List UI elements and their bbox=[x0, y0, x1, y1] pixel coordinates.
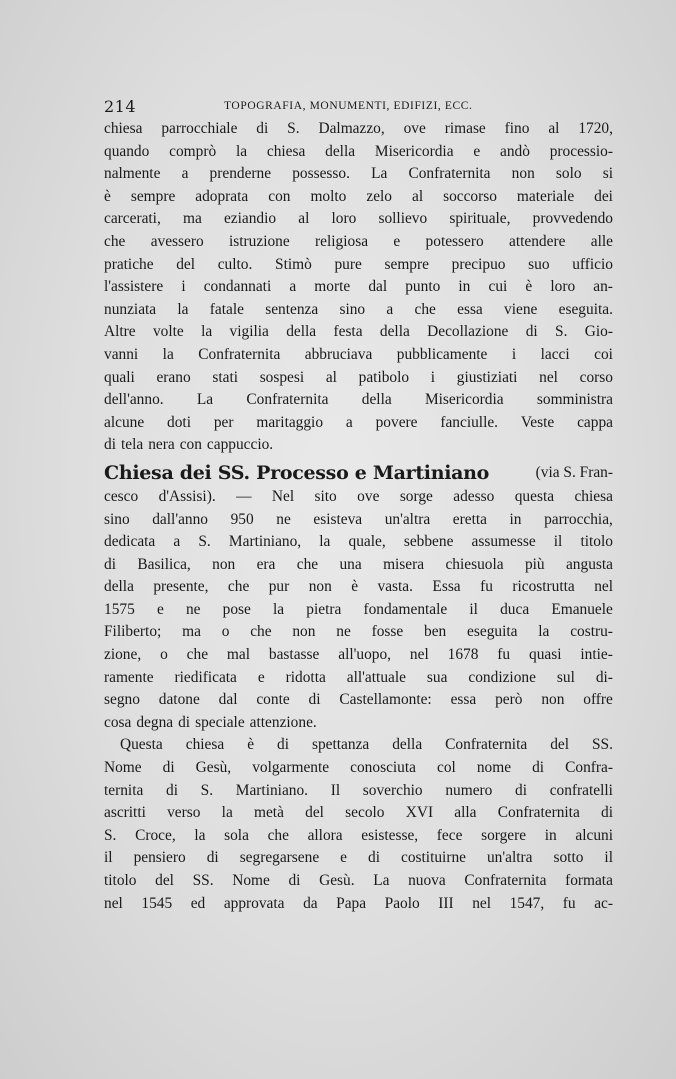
page-number: 214 bbox=[104, 97, 137, 116]
text-line: S. Croce, la sola che allora esistesse, fece sorgere in alcuni bbox=[104, 826, 613, 844]
text-line: vanni la Confraternita abbruciava pubblicamente i lacci coi bbox=[104, 345, 613, 363]
text-line: Questa chiesa è di spettanza della Confraternita del SS. bbox=[120, 736, 613, 754]
text-line: ramente riedificata e ridotta all'attuale sua condizione sul di- bbox=[104, 668, 613, 686]
text-line: Altre volte la vigilia della festa della Decollazione di S. Gio- bbox=[104, 323, 613, 341]
text-line: segno datone dal conte di Castellamonte: essa però non offre bbox=[104, 691, 613, 709]
section-title-rest: (via S. Fran- bbox=[535, 463, 613, 481]
paragraph-confraternita-misericordia bbox=[104, 118, 613, 457]
text-line: Nome di Gesù, volgarmente conosciuta col nome di Confra- bbox=[104, 759, 613, 777]
text-line: alcune doti per maritaggio a povere fanciulle. Veste cappa bbox=[104, 413, 613, 431]
section-heading-line bbox=[104, 460, 613, 486]
text-line: 1575 e ne pose la pietra fondamentale il duca Emanuele bbox=[104, 600, 613, 618]
paragraph-chiesa-processo-martiniano bbox=[104, 486, 613, 735]
text-line: titolo del SS. Nome di Gesù. La nuova Confraternita formata bbox=[104, 872, 613, 889]
text-line: nunziata la fatale sentenza sino a che essa viene eseguita. bbox=[104, 300, 613, 318]
text-line: carcerati, ma eziandio al loro sollievo spirituale, provvedendo bbox=[104, 210, 613, 228]
paragraph-confraternita-nome-gesu bbox=[104, 734, 613, 915]
running-head: TOPOGRAFIA, MONUMENTI, EDIFIZI, ECC. bbox=[224, 100, 473, 112]
text-line: quando comprò la chiesa della Misericordia e andò processio- bbox=[104, 142, 613, 160]
text-line: quali erano stati sospesi al patibolo i giustiziati nel corso bbox=[104, 368, 613, 386]
text-line: nalmente a prenderne possesso. La Confraternita non solo si bbox=[104, 165, 613, 183]
section-title: Chiesa dei SS. Processo e Martiniano bbox=[104, 461, 490, 484]
text-line: di Basilica, non era che una misera chiesuola più angusta bbox=[104, 555, 613, 573]
text-line: nel 1545 ed approvata da Papa Paolo III nel 1547, fu ac- bbox=[104, 894, 613, 912]
text-line: che avessero istruzione religiosa e potessero attendere alle bbox=[104, 232, 613, 250]
text-line: della presente, che pur non è vasta. Essa fu ricostrutta nel bbox=[104, 578, 613, 596]
text-line: dedicata a S. Martiniano, la quale, sebbene assumesse il titolo bbox=[104, 533, 613, 551]
text-line: Filiberto; ma o che non ne fosse ben eseguita la costru- bbox=[104, 623, 613, 641]
text-line: cesco d'Assisi). — Nel sito ove sorge adesso questa chiesa bbox=[104, 487, 613, 505]
text-line: pratiche del culto. Stimò pure sempre precipuo suo ufficio bbox=[104, 255, 613, 273]
text-line: sino dall'anno 950 ne esisteva un'altra eretta in parrocchia, bbox=[104, 510, 613, 528]
text-line: ascritti verso la metà del secolo XVI alla Confraternita di bbox=[104, 804, 613, 822]
text-line: chiesa parrocchiale di S. Dalmazzo, ove rimase fino al 1720, bbox=[104, 120, 613, 137]
text-line: zione, o che mal bastasse all'uopo, nel 1678 fu quasi intie- bbox=[104, 646, 613, 664]
text-line: di tela nera con cappuccio. bbox=[104, 436, 274, 454]
text-line: è sempre adoprata con molto zelo al soccorso materiale dei bbox=[104, 187, 613, 205]
text-line: l'assistere i condannati a morte dal punto in cui è loro an- bbox=[104, 278, 613, 296]
text-line: il pensiero di segregarsene e di costituirne un'altra sotto il bbox=[104, 849, 613, 867]
text-line: dell'anno. La Confraternita della Misericordia somministra bbox=[104, 391, 613, 409]
text-line: cosa degna di speciale attenzione. bbox=[104, 713, 317, 731]
page-header bbox=[104, 97, 612, 119]
text-line: ternita di S. Martiniano. Il soverchio numero di confratelli bbox=[104, 781, 613, 799]
body-text bbox=[104, 118, 613, 915]
